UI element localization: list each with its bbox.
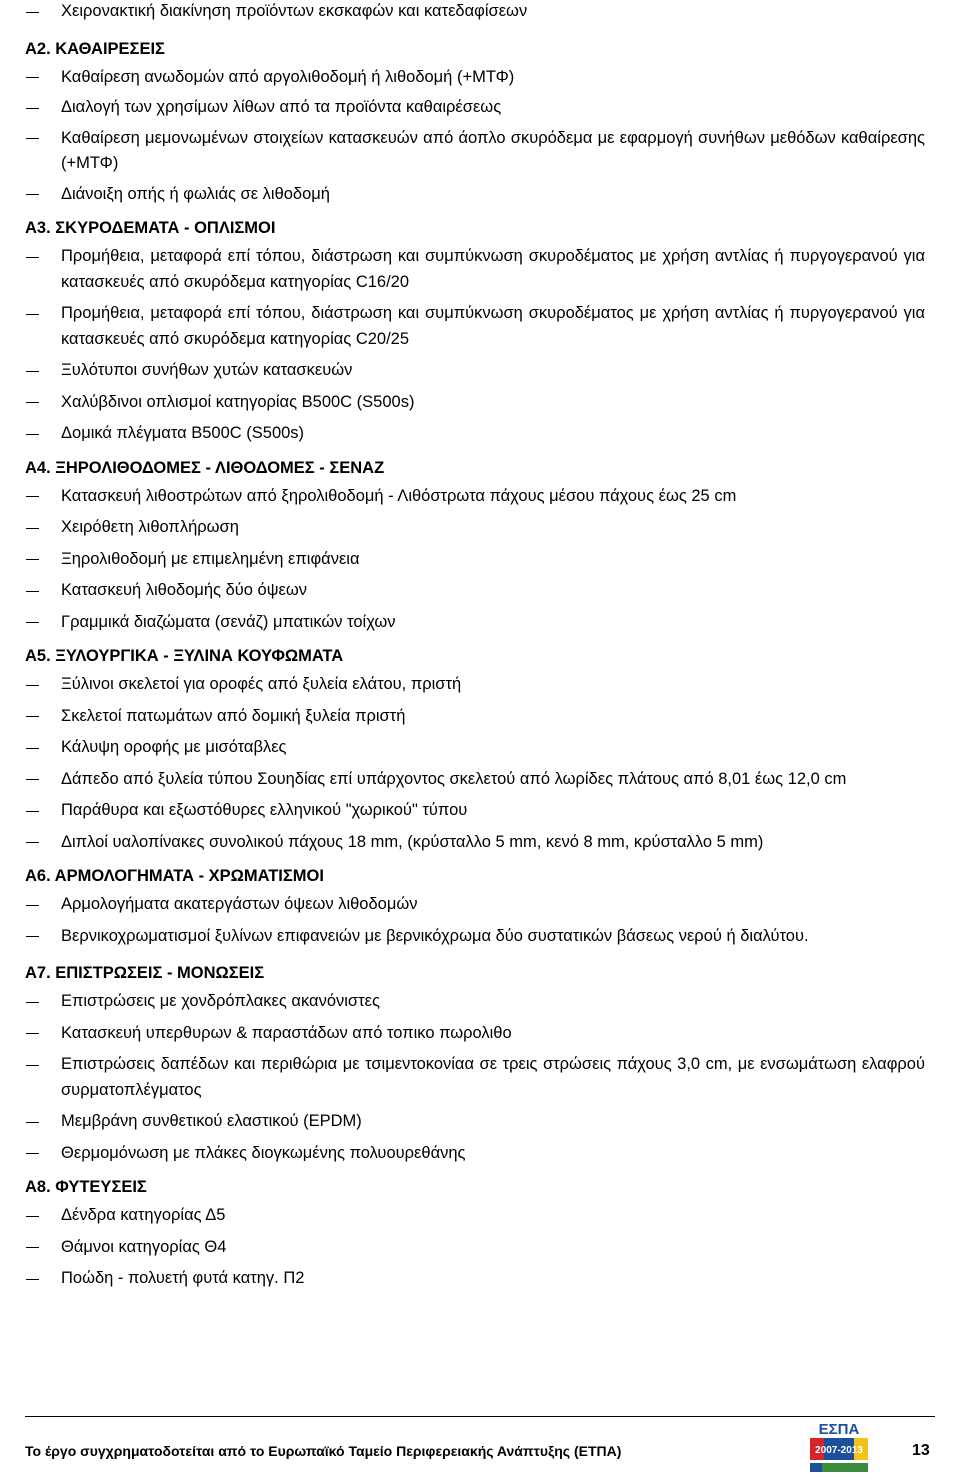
section-a5-list	[25, 672, 925, 855]
section-title-a7: Α7. ΕΠΙΣΤΡΩΣΕΙΣ - ΜΟΝΩΣΕΙΣ	[25, 964, 265, 982]
dash-bullet-icon	[26, 434, 39, 435]
section-title-a8: Α8. ΦΥΤΕΥΣΕΙΣ	[25, 1178, 147, 1196]
document-body	[25, 0, 925, 1292]
logo-flag-eu	[810, 1463, 822, 1472]
dash-bullet-icon	[26, 138, 39, 139]
dash-bullet-icon	[26, 528, 39, 529]
dash-bullet-icon	[26, 905, 39, 906]
list-item: Παράθυρα και εξωστόθυρες ελληνικού "χωρικού" τύπου	[25, 798, 925, 824]
section-title-a2: Α2. ΚΑΘΑΙΡΕΣΕΙΣ	[25, 39, 165, 58]
list-item: Κατασκευή λιθοδομής δύο όψεων	[25, 578, 925, 604]
section-a6-list	[25, 892, 925, 949]
list-item: Διάνοιξη οπής ή φωλιάς σε λιθοδομή	[25, 182, 925, 208]
list-item: Βερνικοχρωματισμοί ξυλίνων επιφανειών με βερνικόχρωμα δύο συστατικών βάσεως νερού ή διαλύτου.	[25, 924, 925, 950]
list-item: Ξυλότυποι συνήθων χυτών κατασκευών	[25, 358, 925, 384]
list-item: Δένδρα κατηγορίας Δ5	[25, 1203, 925, 1229]
dash-bullet-icon	[26, 194, 39, 195]
list-item: Σκελετοί πατωμάτων από δομική ξυλεία πριστή	[25, 704, 925, 730]
dash-bullet-icon	[26, 559, 39, 560]
list-item: Χειρονακτική διακίνηση προϊόντων εκσκαφών και κατεδαφίσεων	[25, 0, 925, 25]
section-title-a4: Α4. ΞΗΡΟΛΙΘΟΔΟΜΕΣ - ΛΙΘΟΔΟΜΕΣ - ΣΕΝΑΖ	[25, 458, 385, 477]
section-title-a6: Α6. ΑΡΜΟΛΟΓΗΜΑΤΑ - ΧΡΩΜΑΤΙΣΜΟΙ	[25, 867, 324, 885]
list-item: Κατασκευή υπερθυρων & παραστάδων από τοπικο πωρολιθο	[25, 1021, 925, 1047]
list-item: Δομικά πλέγματα Β500C (S500s)	[25, 421, 925, 447]
list-item: Επιστρώσεις με χονδρόπλακες ακανόνιστες	[25, 989, 925, 1015]
logo-years: 2007-2013	[815, 1445, 863, 1456]
list-item: Χειρόθετη λιθοπλήρωση	[25, 515, 925, 541]
section-a4-list	[25, 484, 925, 636]
dash-bullet-icon	[26, 77, 39, 78]
dash-bullet-icon	[26, 371, 39, 372]
dash-bullet-icon	[26, 936, 39, 937]
section-a3-list	[25, 244, 925, 447]
section-title-a3: Α3. ΣΚΥΡΟΔΕΜΑΤΑ - ΟΠΛΙΣΜΟΙ	[25, 219, 276, 237]
list-item: Ξηρολιθοδομή με επιμελημένη επιφάνεια	[25, 547, 925, 573]
dash-bullet-icon	[26, 108, 39, 109]
dash-bullet-icon	[26, 314, 39, 315]
footer-funding-text: Το έργο συγχρηματοδοτείται από το Ευρωπαϊκό Ταμείο Περιφερειακής Ανάπτυξης (ΕΤΠΑ)	[25, 1443, 622, 1459]
logo-label: ΕΣΠΑ	[818, 1421, 860, 1438]
dash-bullet-icon	[26, 12, 39, 13]
list-item: Επιστρώσεις δαπέδων και περιθώρια με τσιμεντοκονίαα σε τρεις στρώσεις πάχους 3,0 cm, με ενσωμάτωση ελαφρού συρματοπλέγματος	[25, 1052, 925, 1103]
list-item: Θερμομόνωση με πλάκες διογκωμένης πολυουρεθάνης	[25, 1141, 925, 1167]
section-a8-list	[25, 1203, 925, 1292]
list-item: Ξύλινοι σκελετοί για οροφές από ξυλεία ελάτου, πριστή	[25, 672, 925, 698]
section-a2-list	[25, 65, 925, 208]
dash-bullet-icon	[26, 1065, 39, 1066]
dash-bullet-icon	[26, 842, 39, 843]
list-item: Καθαίρεση ανωδομών από αργολιθοδομή ή λιθοδομή (+ΜΤΦ)	[25, 65, 925, 91]
espa-logo-icon	[808, 1418, 870, 1474]
list-item: Μεμβράνη συνθετικού ελαστικού (EPDM)	[25, 1109, 925, 1135]
dash-bullet-icon	[26, 402, 39, 403]
dash-bullet-icon	[26, 496, 39, 497]
list-item: Διαλογή των χρησίμων λίθων από τα προϊόντα καθαιρέσεως	[25, 95, 925, 121]
dash-bullet-icon	[26, 1033, 39, 1034]
dash-bullet-icon	[26, 1247, 39, 1248]
list-item: Κατασκευή λιθοστρώτων από ξηρολιθοδομή - Λιθόστρωτα πάχους μέσου πάχους έως 25 cm	[25, 484, 925, 510]
footer-divider	[25, 1416, 935, 1417]
section-title-a5: Α5. ΞΥΛΟΥΡΓΙΚΑ - ΞΥΛΙΝΑ ΚΟΥΦΩΜΑΤΑ	[25, 647, 344, 665]
list-item: Προμήθεια, μεταφορά επί τόπου, διάστρωση και συμπύκνωση σκυροδέματος με χρήση αντλίας ή πυργογερανού για κατασκευές από σκυρόδεμα κατηγορίας C20/25	[25, 301, 925, 352]
page-number: 13	[912, 1442, 930, 1459]
dash-bullet-icon	[26, 1216, 39, 1217]
list-item: Θάμνοι κατηγορίας Θ4	[25, 1235, 925, 1261]
dash-bullet-icon	[26, 591, 39, 592]
list-item: Δάπεδο από ξυλεία τύπου Σουηδίας επί υπάρχοντος σκελετού από λωρίδες πλάτους από 8,01 έως 12,0 cm	[25, 767, 925, 793]
section-a7-list	[25, 989, 925, 1166]
list-item: Χαλύβδινοι οπλισμοί κατηγορίας Β500C (S500s)	[25, 390, 925, 416]
list-item: Ποώδη - πολυετή φυτά κατηγ. Π2	[25, 1266, 925, 1292]
dash-bullet-icon	[26, 257, 39, 258]
dash-bullet-icon	[26, 748, 39, 749]
list-item: Καθαίρεση μεμονωμένων στοιχείων κατασκευών από άοπλο σκυρόδεμα με εφαρμογή συνήθων μεθόδων καθαίρεσης (+ΜΤΦ)	[25, 126, 925, 177]
list-item: Προμήθεια, μεταφορά επί τόπου, διάστρωση και συμπύκνωση σκυροδέματος με χρήση αντλίας ή πυργογερανού για κατασκευές από σκυρόδεμα κατηγορίας C16/20	[25, 244, 925, 295]
dash-bullet-icon	[26, 622, 39, 623]
dash-bullet-icon	[26, 811, 39, 812]
dash-bullet-icon	[26, 716, 39, 717]
list-item: Γραμμικά διαζώματα (σενάζ) μπατικών τοίχων	[25, 610, 925, 636]
dash-bullet-icon	[26, 779, 39, 780]
dash-bullet-icon	[26, 685, 39, 686]
dash-bullet-icon	[26, 1153, 39, 1154]
intro-list	[25, 0, 925, 25]
dash-bullet-icon	[26, 1002, 39, 1003]
list-item: Κάλυψη οροφής με μισόταβλες	[25, 735, 925, 761]
dash-bullet-icon	[26, 1122, 39, 1123]
list-item: Διπλοί υαλοπίνακες συνολικού πάχους 18 mm, (κρύσταλλο 5 mm, κενό 8 mm, κρύσταλλο 5 mm)	[25, 830, 925, 856]
dash-bullet-icon	[26, 1279, 39, 1280]
list-item: Αρμολογήματα ακατεργάστων όψεων λιθοδομών	[25, 892, 925, 918]
